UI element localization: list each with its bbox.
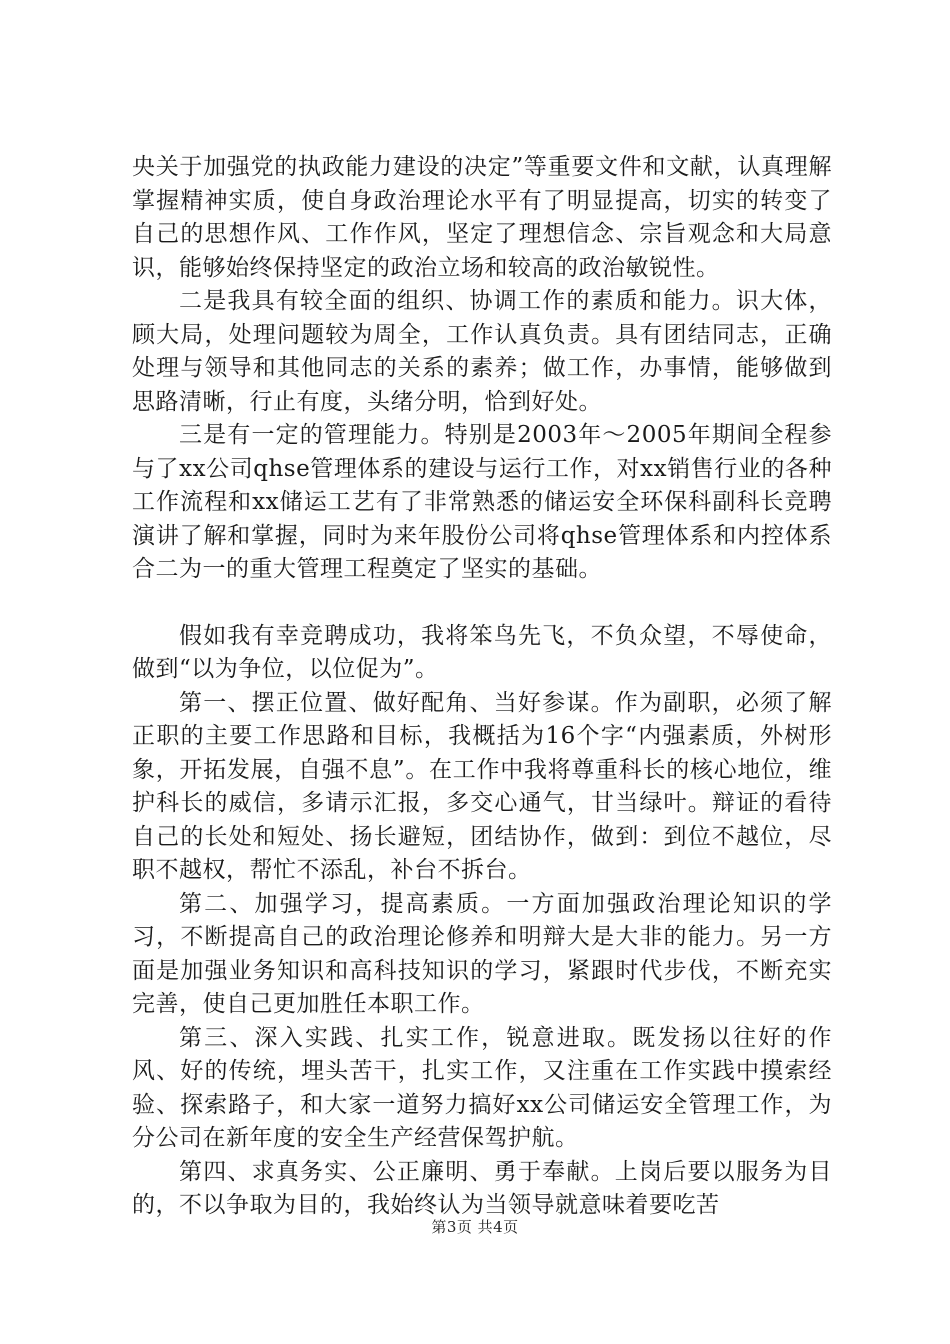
paragraph-5: 第一、摆正位置、做好配角、当好参谋。作为副职，必须了解正职的主要工作思路和目标，我概括为16个字“内强素质，外树形象，开拓发展，自强不息”。在工作中我将尊重科长的核心地位，维护科长的威信，多请示汇报，多交心通气，甘当绿叶。辩证的看待自己的长处和短处、扬长避短，团结协作，做到：到位不越位，尽职不越权，帮忙不添乱，补台不拆台。 bbox=[132, 689, 832, 883]
paragraph-1: 央关于加强党的执政能力建设的决定”等重要文件和文献，认真理解掌握精神实质，使自身政治理论水平有了明显提高，切实的转变了自己的思想作风、工作作风，坚定了理想信念、宗旨观念和大局意识，能够始终保持坚定的政治立场和较高的政治敏锐性。 bbox=[132, 154, 832, 281]
paragraph-8: 第四、求真务实、公正廉明、勇于奉献。上岗后要以服务为目的，不以争取为目的，我始终认为当领导就意味着要吃苦 bbox=[132, 1158, 832, 1218]
section-gap bbox=[132, 587, 832, 620]
paragraph-7: 第三、深入实践、扎实工作，锐意进取。既发扬以往好的作风、好的传统，埋头苦干，扎实工作，又注重在工作实践中摸索经验、探索路子，和大家一道努力搞好xx公司储运安全管理工作，为分公司在新年度的安全生产经营保驾护航。 bbox=[132, 1024, 832, 1151]
page-footer: 第3页 共4页 bbox=[431, 1218, 519, 1236]
document-body bbox=[132, 151, 832, 1223]
paragraph-6: 第二、加强学习，提高素质。一方面加强政治理论知识的学习，不断提高自己的政治理论修养和明辩大是大非的能力。另一方面是加强业务知识和高科技知识的学习，紧跟时代步伐，不断充实完善，使自己更加胜任本职工作。 bbox=[132, 890, 832, 1017]
paragraph-4: 假如我有幸竞聘成功，我将笨鸟先飞，不负众望，不辱使命，做到“以为争位，以位促为”。 bbox=[132, 622, 832, 682]
paragraph-2: 二是我具有较全面的组织、协调工作的素质和能力。识大体，顾大局，处理问题较为周全，工作认真负责。具有团结同志，正确处理与领导和其他同志的关系的素养；做工作，办事情，能够做到思路清晰，行止有度，头绪分明，恰到好处。 bbox=[132, 288, 832, 415]
paragraph-3: 三是有一定的管理能力。特别是2003年～2005年期间全程参与了xx公司qhse管理体系的建设与运行工作，对xx销售行业的各种工作流程和xx储运工艺有了非常熟悉的储运安全环保科副科长竞聘演讲了解和掌握，同时为来年股份公司将qhse管理体系和内控体系合二为一的重大管理工程奠定了坚实的基础。 bbox=[132, 422, 832, 582]
